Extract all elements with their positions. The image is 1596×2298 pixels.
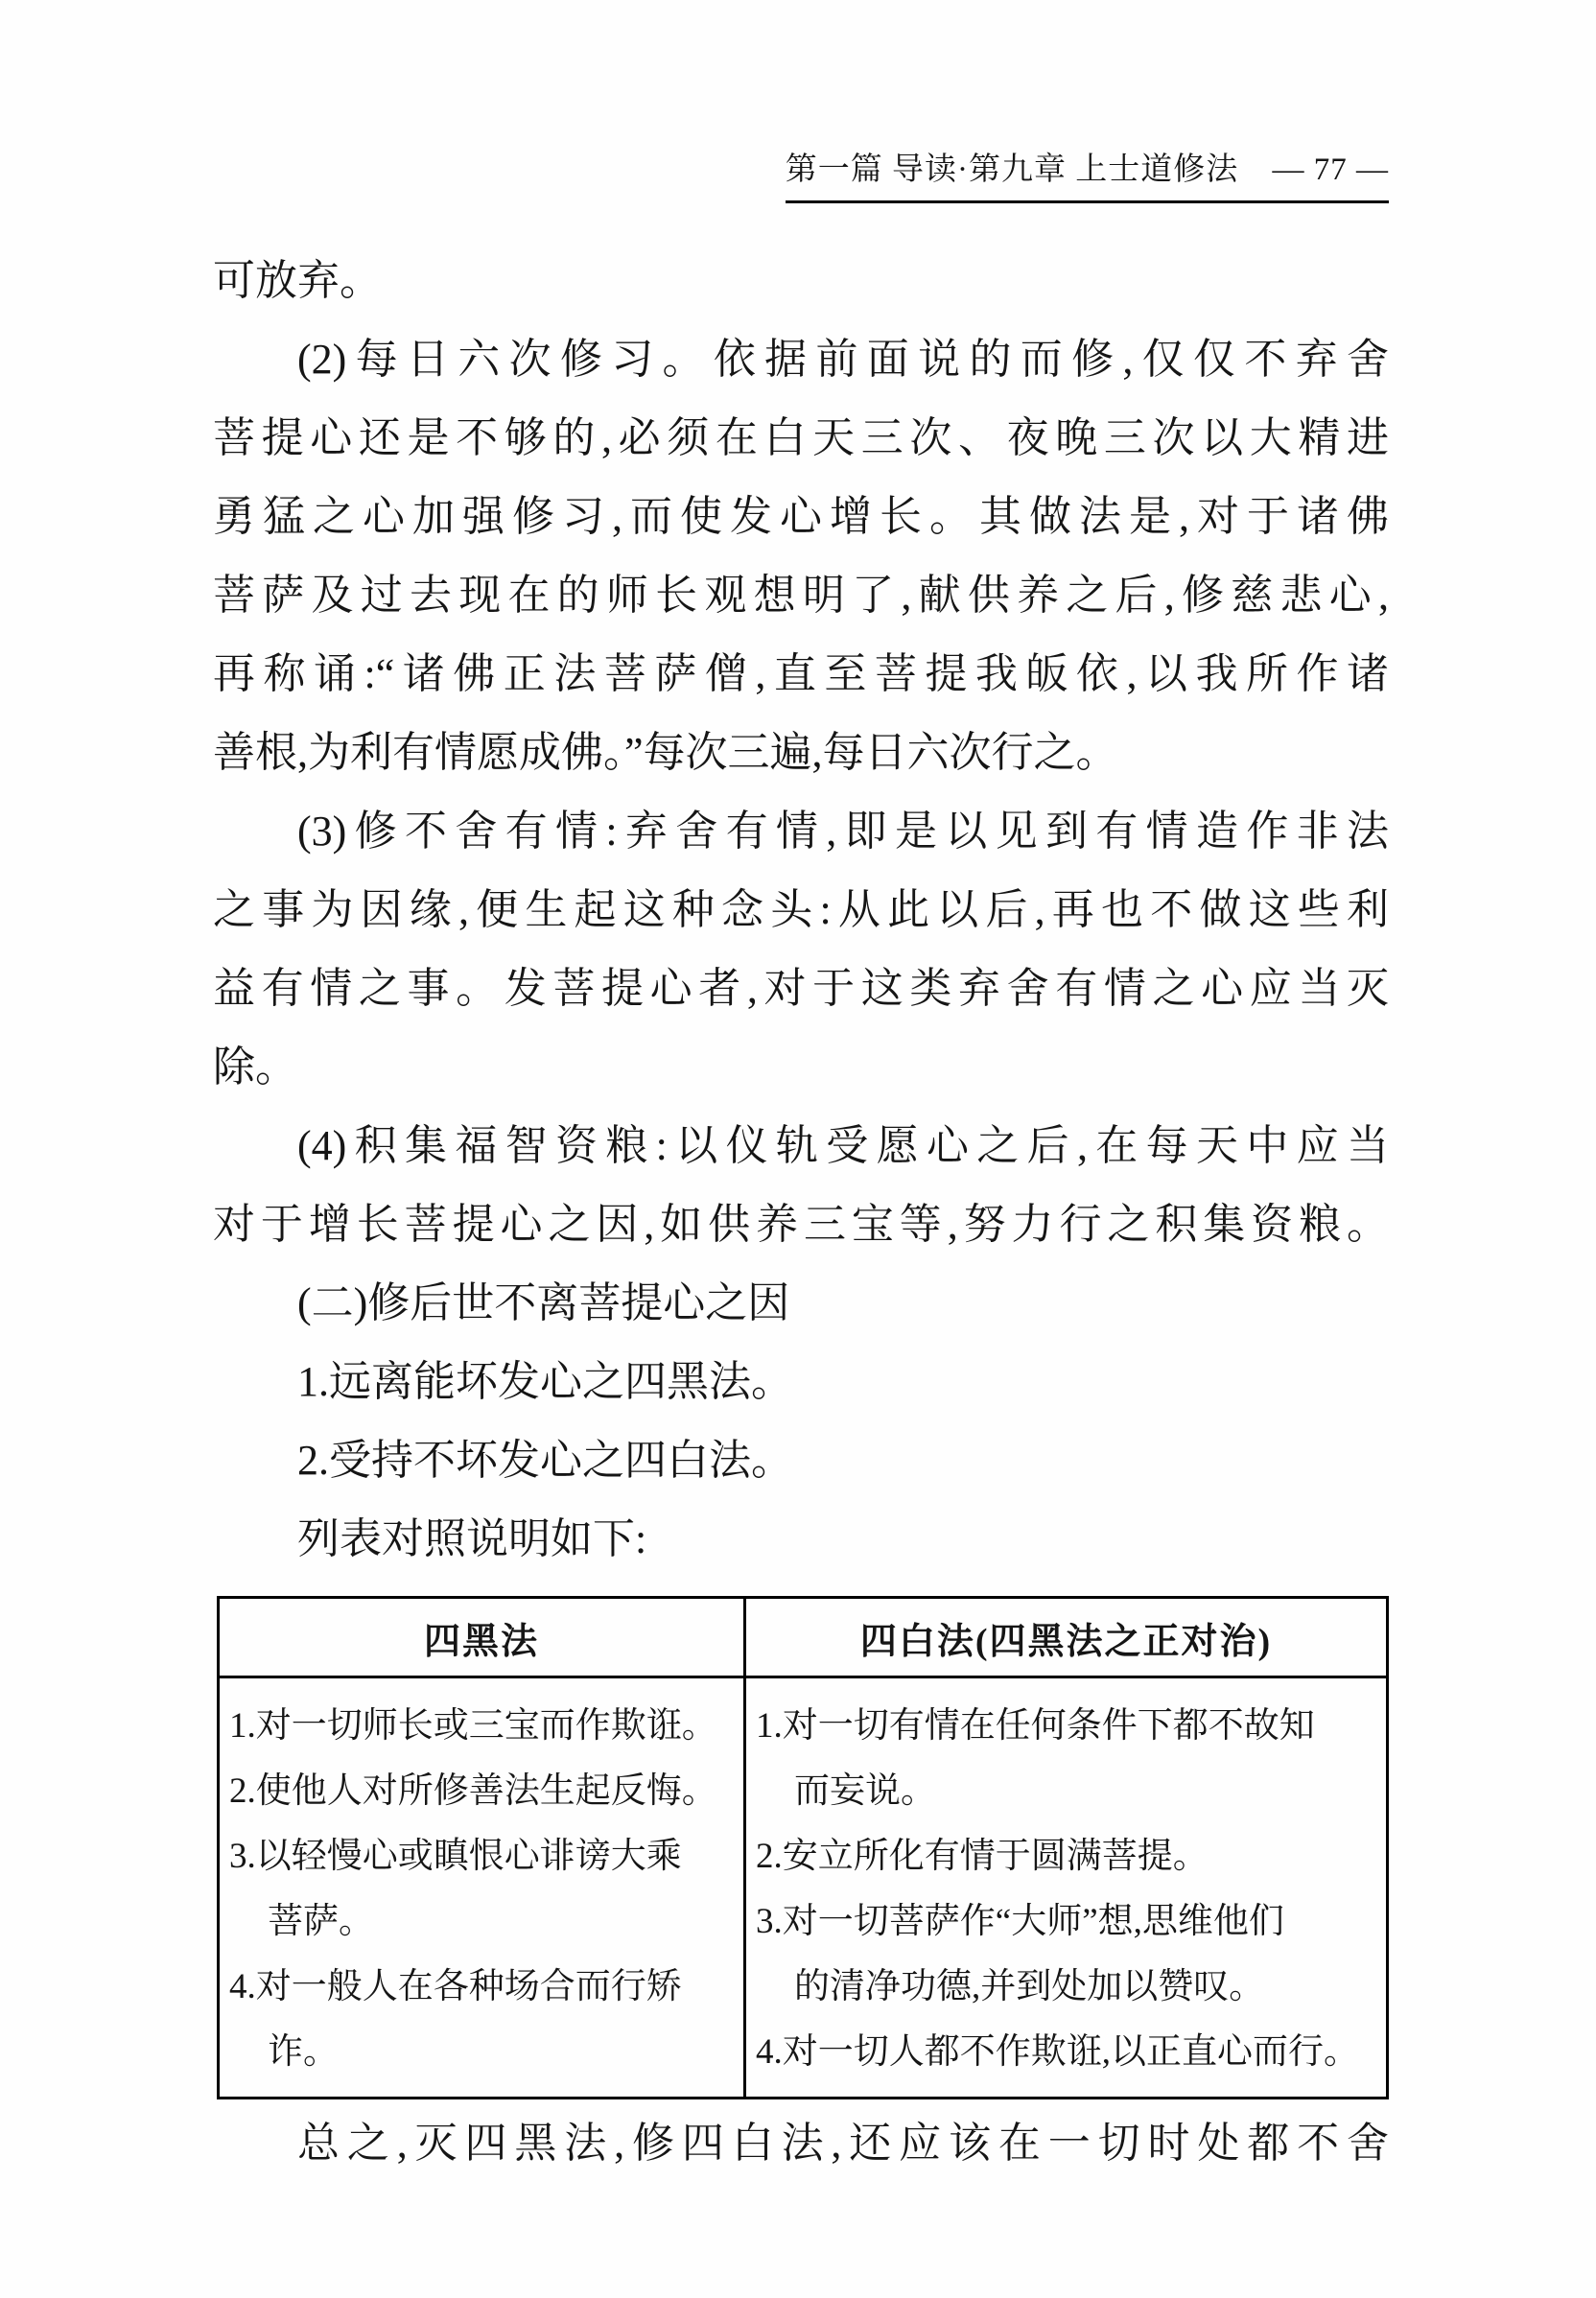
closing-line: 总之,灭四黑法,修四白法,还应该在一切时处都不舍 bbox=[297, 2120, 1389, 2167]
body-line: (4)积集福智资粮:以仪轨受愿心之后,在每天中应当 bbox=[297, 1122, 1389, 1169]
black-law-line: 菩萨。 bbox=[268, 1902, 374, 1941]
table-body-row bbox=[219, 1677, 1388, 2099]
body-line: 善根,为利有情愿成佛。”每次三遍,每日六次行之。 bbox=[213, 729, 1118, 776]
body-line: 益有情之事。发菩提心者,对于这类弃舍有情之心应当灭 bbox=[213, 965, 1389, 1012]
body-line: 除。 bbox=[213, 1043, 297, 1090]
body-line: 对于增长菩提心之因,如供养三宝等,努力行之积集资粮。 bbox=[213, 1201, 1389, 1248]
black-law-line: 3.以轻慢心或瞋恨心诽谤大乘 bbox=[229, 1837, 682, 1876]
black-laws-cell bbox=[219, 1677, 745, 2099]
black-law-line: 诈。 bbox=[268, 2032, 339, 2072]
body-line: 可放弃。 bbox=[213, 257, 382, 304]
body-line: (2)每日六次修习。依据前面说的而修,仅仅不弃舍 bbox=[297, 336, 1389, 383]
black-law-line: 4.对一般人在各种场合而行矫 bbox=[229, 1967, 682, 2006]
white-laws-cell bbox=[745, 1677, 1388, 2099]
table-header-black: 四黑法 bbox=[219, 1598, 745, 1677]
black-law-line: 1.对一切师长或三宝而作欺诳。 bbox=[229, 1706, 717, 1746]
black-law-line: 2.使他人对所修善法生起反悔。 bbox=[229, 1771, 717, 1811]
body-text bbox=[213, 242, 1389, 1579]
body-line: 1.远离能坏发心之四黑法。 bbox=[297, 1358, 793, 1405]
white-law-line: 2.安立所化有情于圆满菩提。 bbox=[756, 1837, 1209, 1876]
four-laws-table bbox=[217, 1596, 1389, 2099]
white-law-line: 3.对一切菩萨作“大师”想,思维他们 bbox=[756, 1902, 1284, 1941]
white-law-line: 的清净功德,并到处加以赞叹。 bbox=[794, 1967, 1265, 2006]
body-line: 列表对照说明如下: bbox=[297, 1515, 647, 1562]
table-header-white: 四白法(四黑法之正对治) bbox=[745, 1598, 1388, 1677]
body-line: (二)修后世不离菩提心之因 bbox=[297, 1279, 790, 1326]
table-header-row bbox=[219, 1598, 1388, 1677]
white-law-line: 而妄说。 bbox=[794, 1771, 937, 1811]
body-line: 勇猛之心加强修习,而使发心增长。其做法是,对于诸佛 bbox=[213, 493, 1389, 540]
white-law-line: 4.对一切人都不作欺诳,以正直心而行。 bbox=[756, 2032, 1360, 2072]
body-line: 2.受持不坏发心之四白法。 bbox=[297, 1437, 793, 1484]
body-line: 再称诵:“诸佛正法菩萨僧,直至菩提我皈依,以我所作诸 bbox=[213, 650, 1389, 697]
running-head-underline bbox=[786, 144, 1389, 203]
body-line: 菩萨及过去现在的师长观想明了,献供养之后,修慈悲心, bbox=[213, 572, 1389, 619]
running-head-title: 第一篇 导读·第九章 上士道修法 bbox=[785, 152, 1239, 187]
running-head bbox=[213, 144, 1389, 203]
body-line: (3)修不舍有情:弃舍有情,即是以见到有情造作非法 bbox=[297, 808, 1389, 855]
page-number: — 77 — bbox=[1272, 152, 1389, 187]
white-law-line: 1.对一切有情在任何条件下都不故知 bbox=[756, 1706, 1315, 1746]
body-line: 菩提心还是不够的,必须在白天三次、夜晚三次以大精进 bbox=[213, 414, 1389, 461]
body-line: 之事为因缘,便生起这种念头:从此以后,再也不做这些利 bbox=[213, 886, 1389, 933]
